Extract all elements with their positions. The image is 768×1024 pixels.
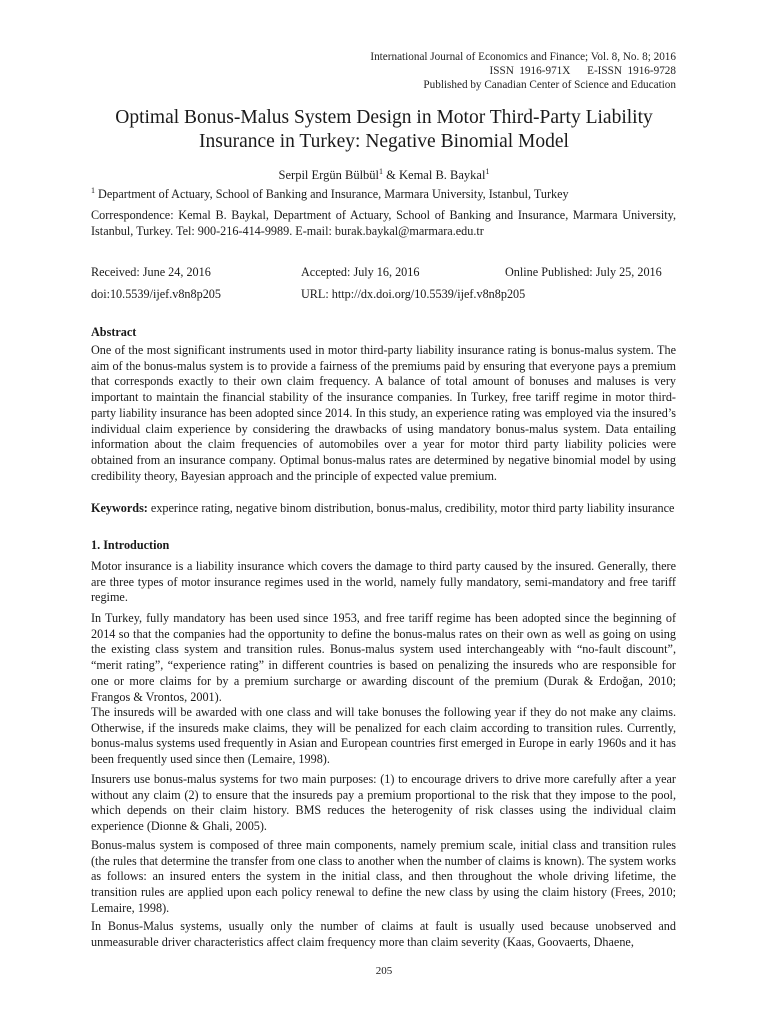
keywords	[91, 501, 676, 517]
section-heading: 1. Introduction	[91, 538, 170, 552]
affiliation-marker: 1	[485, 166, 490, 176]
keywords-label: Keywords:	[91, 501, 148, 515]
doi-url: URL: http://dx.doi.org/10.5539/ijef.v8n8p205	[301, 287, 526, 301]
author-separator: &	[383, 168, 399, 182]
journal-header	[256, 50, 676, 92]
paragraph: Insurers use bonus-malus systems for two main purposes: (1) to encourage drivers to drive more carefully after a year without any claim (2) to ensure that the insureds pay a premium proportional to the risk that they impose to the pool, which depends on their claim history. BMS reduces the heterogenity of risk classes using the individual claim experience (Dionne & Ghali, 2005).	[91, 772, 676, 834]
abstract-text: One of the most significant instruments used in motor third-party liability insurance rating is bonus-malus system. The aim of the bonus-malus system is to provide a fairness of the premiums paid by ensuring that everyone pays a premium that corresponds exactly to their own claim frequency. A balance of total amount of bonuses and maluses is very important to maintain the financial stability of the insurance companies. In Turkey, free tariff regime in motor third-party liability insurance has been adopted since 2014. In this study, an experience rating was employed via the insured’s individual claim experience by considering the drawbacks of using mandatory bonus-malus system. Data entailing information about the claim frequencies of automobiles over a year for motor third party liability policies were obtained from an insurance company. Optimal bonus-malus rates are determined by negative binomial model by using credibility theory, Bayesian approach and the principle of expected value premium.	[91, 343, 676, 483]
journal-citation: International Journal of Economics and Finance; Vol. 8, No. 8; 2016	[370, 51, 676, 63]
affiliation-text: Department of Actuary, School of Banking and Insurance, Marmara University, Istanbul, Turkey	[95, 187, 569, 201]
paragraph: Motor insurance is a liability insurance which covers the damage to third party caused by the insured. Generally, there are three types of motor insurance regimes used in the world, namely fully mandatory, semi-mandatory and free tariff regime.	[91, 559, 676, 605]
publisher-line: Published by Canadian Center of Science and Education	[423, 79, 676, 91]
affiliation	[91, 187, 676, 203]
paragraph: Bonus-malus system is composed of three main components, namely premium scale, initial class and transition rules (the rules that determine the transfer from one class to another when the number of claims is known). The system works as follows: an insured enters the system in the initial class, and then throughout the whole driving lifetime, the transition rules are applied upon each policy renewal to define the new class by using the claim history (Frees, 2010; Lemaire, 1998).	[91, 838, 676, 915]
author-name: Kemal B. Baykal	[399, 168, 486, 182]
abstract-heading: Abstract	[91, 325, 137, 339]
title-line-1: Optimal Bonus-Malus System Design in Motor Third-Party Liability	[115, 107, 653, 128]
paragraph: In Bonus-Malus systems, usually only the number of claims at fault is usually used because unobserved and unmeasurable driver characteristics affect claim frequency more than claim severity (Kaas, Goovaerts, Dhaene,	[91, 919, 676, 949]
accepted-date: Accepted: July 16, 2016	[301, 265, 420, 279]
paragraph: In Turkey, fully mandatory has been used since 1953, and free tariff regime has been adopted since the beginning of 2014 so that the companies had the opportunity to define the bonus-malus rates on their own as well as going on using the existing class system and transition rules. Bonus-malus system used interchangeably with “no-fault discount”, “merit rating”, “experience rating” in different countries is based on penalizing the insureds who are responsible for one or more claims for by a premium surcharge or awarding discount of the premium (Durak & Erdoğan, 2010; Frangos & Vrontos, 2001).	[91, 611, 676, 704]
author-name: Serpil Ergün Bülbül	[278, 168, 380, 182]
affiliation-marker: 1	[91, 185, 95, 195]
affiliation-marker: 1	[379, 166, 384, 176]
author-list	[80, 167, 688, 183]
correspondence: Correspondence: Kemal B. Baykal, Department of Actuary, School of Banking and Insurance, Marmara University, Istanbul, Turkey. Tel: 900-216-414-9989. E-mail: burak.baykal@marmara.edu.tr	[91, 208, 676, 238]
paper-title	[80, 106, 688, 154]
doi: doi:10.5539/ijef.v8n8p205	[91, 287, 221, 301]
page-number: 205	[375, 965, 393, 977]
title-line-2: Insurance in Turkey: Negative Binomial Model	[199, 131, 569, 152]
keywords-text: experince rating, negative binom distribution, bonus-malus, credibility, motor third party liability insurance	[147, 501, 675, 515]
paragraph: The insureds will be awarded with one class and will take bonuses the following year if they do not make any claims. Otherwise, if the insureds make claims, they will be penalized for each claim according to transition rules. Currently, bonus-malus systems used frequently in Asian and European countries first emerged in Europe in early 1960s and it has been frequently used since then (Lemaire, 1998).	[91, 705, 676, 767]
issn-line: ISSN 1916-971X E-ISSN 1916-9728	[489, 65, 676, 77]
received-date: Received: June 24, 2016	[91, 265, 211, 279]
published-date: Online Published: July 25, 2016	[505, 265, 662, 279]
